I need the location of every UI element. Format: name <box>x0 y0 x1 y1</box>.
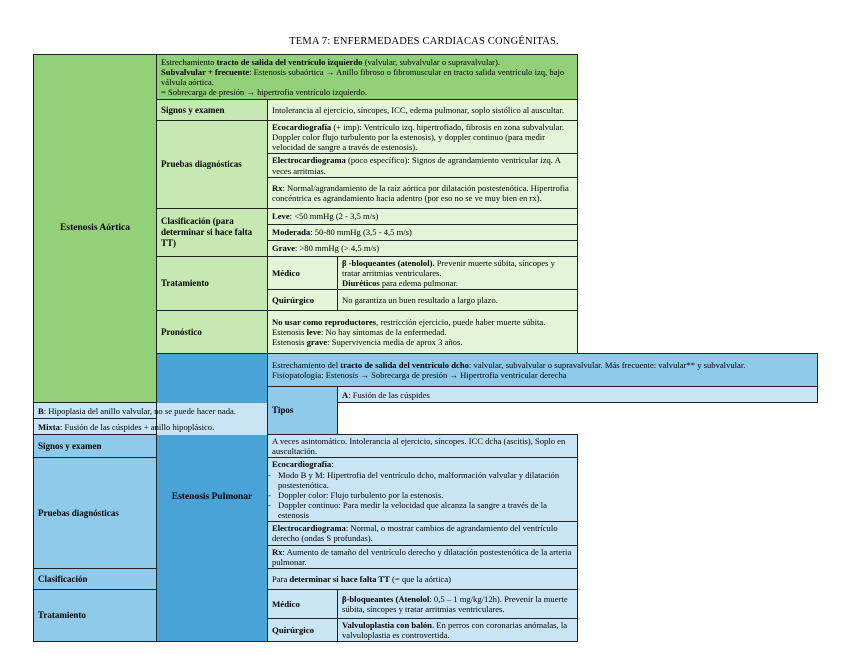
aortic-prognosis-label: Pronóstico <box>157 311 268 354</box>
pulmonary-echo: Ecocardiografía: - Modo B y M: Hipertrofia del ventrículo dcho, malformación valvular y dilatación postestenótica. - Doppler color: Flujo turbulento por la estenosis. - Doppler continuo: Para medir la velocidad que alcanza la sangre a través de la estenosis <box>268 458 578 522</box>
pulmonary-ecg: Electrocardiograma: Normal, o mostrar cambios de agrandamiento del ventrículo derecho (ondas S profundas). <box>268 522 578 545</box>
pulmonary-type-a: A: Fusión de las cúspides <box>338 387 818 403</box>
pulmonary-echo-item: - Doppler continuo: Para medir la velocidad que alcanza la sangre a través de la estenosis <box>268 500 573 520</box>
pulmonary-types-label: Tipos <box>268 387 338 435</box>
pulmonary-treatment-medical-label: Médico <box>268 589 338 618</box>
aortic-classif-moderate: Moderada: 50-80 mmHg (3,5 - 4,5 m/s) <box>268 224 578 240</box>
aortic-treatment-surgical: No garantiza un buen resultado a largo plazo. <box>338 290 578 311</box>
pulmonary-signs-text: A veces asintomático. Intolerancia al ejercicio, síncopes. ICC dcha (ascitis), Soplo en auscultación. <box>268 435 578 458</box>
page-title: TEMA 7: ENFERMEDADES CARDIACAS CONGÉNITAS. <box>289 36 559 47</box>
pulmonary-treatment-label: Tratamiento <box>34 589 157 641</box>
aortic-classif-label: Clasificación (para determinar si hace falta TT) <box>157 208 268 256</box>
aortic-ecg: Electrocardiograma (poco específico): Signos de agrandamiento ventricular izq. A veces arritmias. <box>268 154 578 177</box>
aortic-treatment-label: Tratamiento <box>157 256 268 310</box>
pulmonary-tests-label: Pruebas diagnósticas <box>34 458 157 568</box>
pulmonary-signs-label: Signos y examen <box>34 435 157 458</box>
pulmonary-type-mixed: Mixta: Fusión de las cúspides + anillo hipoplásico. <box>34 419 268 435</box>
aortic-treatment-medical-label: Médico <box>268 256 338 289</box>
pulmonary-stenosis-heading: Estenosis Pulmonar <box>157 354 268 642</box>
pulmonary-treatment-medical: β-bloqueantes (Atenolol: 0,5 – 1 mg/kg/12h). Prevenir la muerte súbita, síncopes y tratar arritmias ventriculares. <box>338 589 578 618</box>
aortic-intro: Estrechamiento tracto de salida del ventrículo izquierdo (valvular, subvalvular o supravalvular). Subvalvular + frecuente: Estenosis subaórtica → Anillo fibroso o fibromuscular en tracto salida ventrículo izq, bajo válvula aórtica. = Sobrecarga de presión → hipertrofia ventrículo izquierdo. <box>157 55 578 100</box>
aortic-treatment-surgical-label: Quirúrgico <box>268 290 338 311</box>
pulmonary-intro: Estrechamiento del tracto de salida del ventrículo dcho: valvular, subvalvular o supravalvular. Más frecuente: valvular** y subvalvular. Fisiopatología: Estenosis → Sobrecarga de presión → Hipertrofia ventricular derecha <box>268 354 818 387</box>
cardiac-disease-table <box>33 54 818 642</box>
pulmonary-rx: Rx: Aumento de tamaño del ventrículo derecho y dilatación postestenótica de la arteria pulmonar. <box>268 545 578 568</box>
pulmonary-classif: Para determinar si hace falta TT (= que la aórtica) <box>268 568 578 589</box>
aortic-treatment-medical: β -bloqueantes (atenolol). Prevenir muerte súbita, síncopes y tratar arritmias ventriculares. Diuréticos para edema pulmonar. <box>338 256 578 289</box>
pulmonary-classif-label: Clasificación <box>34 568 157 589</box>
aortic-echo: Ecocardiografía (+ imp): Ventrículo izq. hipertrofiado, fibrosis en zona subvalvular. Doppler color flujo turbulento por la estenosis), y doppler continuo (para medir velocidad de sangre a través de estenosis). <box>268 121 578 154</box>
aortic-tests-label: Pruebas diagnósticas <box>157 121 268 209</box>
aortic-classif-severe: Grave: >80 mmHg (> 4,5 m/s) <box>268 240 578 256</box>
pulmonary-echo-item: - Doppler color: Flujo turbulento por la estenosis. <box>268 490 573 500</box>
aortic-stenosis-heading: Estenosis Aórtica <box>34 55 157 403</box>
pulmonary-treatment-surgical-label: Quirúrgico <box>268 618 338 641</box>
aortic-signs-text: Intolerancia al ejercicio, síncopes, ICC, edema pulmonar, soplo sistólico al auscultar. <box>268 100 578 121</box>
aortic-classif-mild: Leve: <50 mmHg (2 - 3,5 m/s) <box>268 208 578 224</box>
aortic-rx: Rx: Normal/agrandamiento de la raíz aórtica por dilatación postestenótica. Hipertrofia concéntrica es agrandamiento hacia adentro (por eso no se ve muy bien en rx). <box>268 177 578 208</box>
aortic-signs-label: Signos y examen <box>157 100 268 121</box>
pulmonary-treatment-surgical: Valvuloplastia con balón. En perros con coronarias anómalas, la valvuloplastia es controvertida. <box>338 618 578 641</box>
pulmonary-echo-item: - Modo B y M: Hipertrofia del ventrículo dcho, malformación valvular y dilatación postestenótica. <box>268 470 573 490</box>
pulmonary-type-b: B: Hipoplasia del anillo valvular, no se puede hacer nada. <box>34 403 268 419</box>
aortic-prognosis: No usar como reproductores, restricción ejercicio, puede haber muerte súbita. Estenosis leve: No hay síntomas de la enfermedad. Estenosis grave: Supervivencia media de aprox 3 años. <box>268 311 578 354</box>
